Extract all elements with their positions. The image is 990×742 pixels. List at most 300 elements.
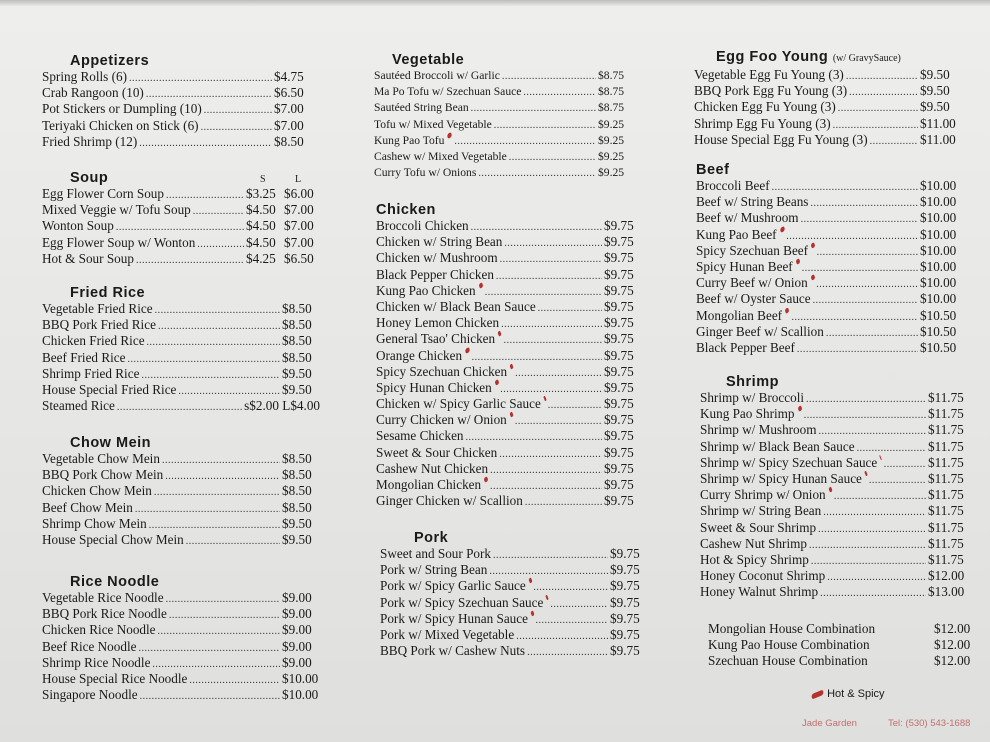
leader-dots <box>197 235 244 251</box>
menu-item-row <box>42 85 312 101</box>
rice-noodle-section <box>42 574 324 703</box>
leader-dots <box>834 487 926 503</box>
leader-dots <box>523 84 596 100</box>
soup-section <box>42 170 322 267</box>
menu-item-price: $10.00 <box>920 178 957 193</box>
leader-dots <box>509 149 596 165</box>
menu-item-price: $10.50 <box>920 307 957 323</box>
chili-pepper-icon <box>784 307 790 313</box>
menu-item-row <box>42 516 320 532</box>
menu-item-price: $9.50 <box>282 515 312 531</box>
menu-item-name: Honey Lemon Chicken <box>376 315 500 331</box>
hot-spicy-legend <box>808 688 885 700</box>
menu-item-name: Orange Chicken <box>376 347 463 363</box>
leader-dots <box>147 333 280 349</box>
menu-item-row <box>376 445 638 461</box>
menu-item-name: House Special Egg Fu Young (3) <box>694 131 868 147</box>
menu-item-row <box>700 520 972 536</box>
menu-item-price: $9.00 <box>282 622 312 638</box>
leader-dots <box>169 606 280 622</box>
menu-item-name: Cashew w/ Mixed Vegetable <box>374 149 507 163</box>
menu-item-row <box>42 622 324 638</box>
menu-item-price: $11.75 <box>928 519 964 535</box>
menu-item-name: Chicken Rice Noodle <box>42 622 156 638</box>
leader-dots <box>489 562 608 578</box>
menu-item-price: s$2.00 L$4.00 <box>244 398 320 414</box>
menu-item-price: $9.50 <box>282 381 312 397</box>
legend-label: Hot & Spicy <box>827 688 885 700</box>
menu-item-name: Beef Fried Rice <box>42 349 126 365</box>
chili-pepper-icon <box>797 406 803 412</box>
menu-item-row <box>700 406 972 422</box>
leader-dots <box>504 331 602 347</box>
menu-item-row <box>380 627 644 643</box>
menu-item-price: $10.00 <box>282 670 319 686</box>
menu-item-price: $8.75 <box>598 101 625 115</box>
menu-item-name: Vegetable Chow Mein <box>42 451 160 466</box>
leader-dots <box>500 250 602 266</box>
leader-dots <box>152 655 280 671</box>
leader-dots <box>189 671 280 687</box>
menu-item-name: Kung Pao Shrimp <box>700 406 795 422</box>
leader-dots <box>499 445 602 461</box>
menu-item-price: $9.50 <box>920 99 950 115</box>
menu-item-row <box>700 390 972 406</box>
menu-item-name: Crab Rangoon (10) <box>42 85 144 101</box>
menu-item-row <box>376 364 638 380</box>
menu-item-row <box>376 250 638 266</box>
leader-dots <box>201 118 272 134</box>
menu-item-row <box>708 621 974 637</box>
leader-dots <box>493 546 608 562</box>
menu-item-name: Egg Flower Soup w/ Wonton <box>42 234 196 250</box>
menu-item-row <box>42 333 320 349</box>
menu-item-price-large: $7.00 <box>284 202 314 218</box>
menu-item-price: $7.00 <box>274 117 304 133</box>
menu-item-price: $11.75 <box>928 470 964 486</box>
menu-item-price: $8.50 <box>282 451 312 466</box>
menu-item-row <box>696 340 966 356</box>
chili-pepper-icon <box>464 347 470 353</box>
menu-item-name: Shrimp w/ Black Bean Sauce <box>700 438 855 454</box>
menu-item-name: Pork w/ Mixed Vegetable <box>380 626 515 642</box>
menu-item-price: $9.75 <box>610 546 640 561</box>
leader-dots <box>550 595 608 611</box>
menu-item-name: Beef w/ Oyster Sauce <box>696 291 811 307</box>
menu-item-row <box>42 382 320 398</box>
menu-item-row <box>42 366 320 382</box>
leader-dots <box>502 68 596 84</box>
menu-item-row <box>696 308 966 324</box>
menu-item-row <box>42 398 320 414</box>
menu-item-row <box>380 546 644 562</box>
menu-item-name: Chicken w/ Spicy Garlic Sauce <box>376 396 541 412</box>
menu-item-name: Mongolian Beef <box>696 307 783 323</box>
menu-item-row <box>376 331 638 347</box>
menu-item-price: $12.00 <box>934 653 971 669</box>
leader-dots <box>116 218 244 234</box>
menu-item-name: Shrimp Rice Noodle <box>42 654 151 670</box>
menu-item-price: $9.75 <box>604 493 634 509</box>
menu-item-price: $8.50 <box>282 499 312 515</box>
menu-item-name: Mongolian Chicken <box>376 477 482 492</box>
menu-item-row <box>42 606 324 622</box>
menu-item-price: $7.00 <box>274 101 304 117</box>
menu-item-name: Shrimp w/ Spicy Szechuan Sauce <box>700 454 878 470</box>
menu-item-row <box>42 251 322 267</box>
leader-dots <box>797 340 918 356</box>
leader-dots <box>838 99 918 115</box>
menu-item-price: $10.00 <box>920 258 957 274</box>
menu-item-name: Sweet and Sour Pork <box>380 546 491 561</box>
menu-item-price-small: $4.25 <box>246 250 276 266</box>
menu-item-price: $9.75 <box>610 643 640 659</box>
menu-item-name: Spicy Szechuan Beef <box>696 242 809 258</box>
menu-item-name: Egg Flower Corn Soup <box>42 186 164 201</box>
leader-dots <box>801 210 918 226</box>
menu-item-name: Pork w/ Spicy Garlic Sauce <box>380 578 526 594</box>
menu-item-name: Pork w/ String Bean <box>380 562 488 578</box>
menu-item-price: $9.00 <box>282 606 312 622</box>
menu-item-name: Curry Tofu w/ Onions <box>374 166 477 180</box>
leader-dots <box>816 275 918 291</box>
menu-item-name: Broccoli Beef <box>696 178 770 193</box>
menu-item-price: $9.75 <box>604 379 634 395</box>
menu-item-price: $9.75 <box>604 331 634 347</box>
menu-item-price: $9.00 <box>282 638 312 654</box>
vegetable-section <box>374 52 632 181</box>
chili-pepper-icon <box>447 132 453 138</box>
menu-item-name: Szechuan House Combination <box>708 653 868 669</box>
leader-dots <box>810 194 918 210</box>
leader-dots <box>140 687 280 703</box>
menu-item-row <box>374 84 632 100</box>
menu-item-row <box>694 116 962 132</box>
leader-dots <box>496 267 602 283</box>
section-title: Rice Noodle <box>70 574 160 590</box>
menu-item-name: Mongolian House Combination <box>708 621 876 636</box>
menu-item-price: $9.00 <box>282 590 312 605</box>
leader-dots <box>141 366 280 382</box>
menu-item-name: Ginger Chicken w/ Scallion <box>376 493 523 509</box>
menu-item-name: Beef w/ Mushroom <box>696 210 799 226</box>
menu-item-price: $9.75 <box>604 282 634 298</box>
menu-item-row <box>374 100 632 116</box>
leader-dots <box>857 439 926 455</box>
leader-dots <box>515 412 602 428</box>
menu-item-name: Chicken Chow Mein <box>42 483 152 499</box>
menu-item-name: Beef Rice Noodle <box>42 638 137 654</box>
leader-dots <box>826 324 918 340</box>
phone-number: Tel: (530) 543-1688 <box>888 718 971 729</box>
section-title-text: Egg Foo Young <box>716 49 829 65</box>
menu-item-row <box>42 639 324 655</box>
menu-item-name: Teriyaki Chicken on Stick (6) <box>42 117 199 133</box>
leader-dots <box>129 69 272 85</box>
chili-pepper-icon <box>864 471 868 476</box>
menu-item-price: $8.50 <box>282 317 312 333</box>
menu-item-name: Kung Pao Beef <box>696 226 777 242</box>
shrimp-section <box>700 374 972 600</box>
chili-pepper-icon <box>530 610 534 616</box>
menu-item-row <box>696 291 966 307</box>
menu-item-name: House Special Rice Noodle <box>42 670 188 686</box>
menu-item-row <box>696 194 966 210</box>
menu-item-name: BBQ Pork Fried Rice <box>42 317 156 333</box>
leader-dots <box>527 643 608 659</box>
pork-section <box>380 530 644 659</box>
menu-item-price: $9.50 <box>282 531 312 547</box>
menu-item-row <box>380 578 644 594</box>
menu-item-row <box>700 487 972 503</box>
menu-item-price: $9.75 <box>610 562 640 578</box>
leader-dots <box>166 590 280 606</box>
menu-item-price: $9.50 <box>920 67 950 82</box>
menu-item-row <box>376 267 638 283</box>
menu-item-price: $9.25 <box>598 149 625 163</box>
leader-dots <box>128 350 281 366</box>
leader-dots <box>833 116 918 132</box>
chili-pepper-icon <box>779 226 785 232</box>
section-title: Soup <box>70 170 109 186</box>
leader-dots <box>138 639 280 655</box>
menu-item-row <box>700 455 972 471</box>
menu-item-price: $9.50 <box>920 83 950 99</box>
leader-dots <box>884 455 926 471</box>
leader-dots <box>804 406 926 422</box>
menu-item-name: Ma Po Tofu w/ Szechuan Sauce <box>374 85 522 99</box>
menu-item-row <box>380 595 644 611</box>
leader-dots <box>166 186 244 202</box>
leader-dots <box>501 315 602 331</box>
menu-item-row <box>42 218 322 234</box>
chicken-section <box>376 202 638 509</box>
menu-item-row <box>374 68 632 84</box>
menu-item-price: $10.50 <box>920 323 957 339</box>
menu-item-price: $13.00 <box>928 584 965 600</box>
chili-pepper-icon <box>795 258 801 264</box>
menu-item-name: Curry Beef w/ Onion <box>696 275 808 291</box>
menu-item-row <box>42 134 312 150</box>
menu-item-row <box>42 317 320 333</box>
menu-item-row <box>374 165 632 181</box>
menu-item-price: $8.50 <box>282 467 312 483</box>
menu-item-price: $12.00 <box>934 621 971 636</box>
menu-item-price: $9.75 <box>604 266 634 282</box>
leader-dots <box>500 380 602 396</box>
leader-dots <box>772 178 918 194</box>
menu-item-row <box>696 259 966 275</box>
leader-dots <box>846 67 918 83</box>
menu-item-name: Vegetable Egg Fu Young (3) <box>694 67 844 82</box>
menu-item-price: $10.00 <box>282 687 319 703</box>
chili-pepper-icon <box>509 412 514 418</box>
menu-item-name: Chicken Fried Rice <box>42 333 145 349</box>
menu-item-name: Spicy Szechuan Chicken <box>376 363 508 379</box>
menu-item-row <box>42 69 312 85</box>
menu-item-row <box>380 562 644 578</box>
leader-dots <box>802 259 918 275</box>
menu-item-row <box>42 532 320 548</box>
menu-item-row <box>700 536 972 552</box>
chili-pepper-icon <box>810 275 815 281</box>
section-title: Fried Rice <box>70 285 146 301</box>
menu-item-price: $9.75 <box>604 347 634 363</box>
menu-item-price: $9.75 <box>604 396 634 412</box>
menu-item-row <box>374 133 632 149</box>
chili-pepper-icon <box>478 282 484 288</box>
menu-item-row <box>694 83 962 99</box>
menu-item-price: $9.75 <box>604 218 634 233</box>
size-small-label: S <box>260 174 266 185</box>
leader-dots <box>548 396 602 412</box>
menu-item-price: $9.75 <box>604 412 634 428</box>
section-title: Vegetable <box>392 52 465 68</box>
menu-item-name: Tofu w/ Mixed Vegetable <box>374 117 492 131</box>
menu-item-price: $11.75 <box>928 422 964 438</box>
chili-pepper-icon <box>494 379 499 385</box>
menu-item-name: Spicy Hunan Chicken <box>376 379 492 395</box>
menu-item-row <box>42 235 322 251</box>
leader-dots <box>454 133 596 149</box>
menu-item-price: $10.00 <box>920 226 957 242</box>
menu-item-row <box>376 396 638 412</box>
menu-item-name: Shrimp w/ Broccoli <box>700 390 805 405</box>
menu-item-row <box>694 132 962 148</box>
menu-item-row <box>42 500 320 516</box>
menu-item-name: Vegetable Rice Noodle <box>42 590 164 605</box>
menu-item-name: Ginger Beef w/ Scallion <box>696 323 824 339</box>
menu-item-price: $9.50 <box>282 365 312 381</box>
menu-item-row <box>376 412 638 428</box>
menu-item-row <box>376 234 638 250</box>
menu-item-price: $9.75 <box>610 626 640 642</box>
menu-item-price: $10.00 <box>920 291 957 307</box>
egg-foo-young-section <box>694 49 962 148</box>
menu-item-name: BBQ Pork Egg Fu Young (3) <box>694 83 848 99</box>
leader-dots <box>504 234 602 250</box>
chili-pepper-icon <box>509 363 514 369</box>
menu-item-price-small: $4.50 <box>246 218 276 234</box>
leader-dots <box>485 283 602 299</box>
menu-item-name: Chicken w/ Black Bean Sauce <box>376 298 536 314</box>
leader-dots <box>162 451 280 467</box>
leader-dots <box>165 467 280 483</box>
menu-item-price: $4.75 <box>274 69 304 84</box>
menu-item-price: $9.75 <box>604 444 634 460</box>
leader-dots <box>204 101 272 117</box>
menu-item-name: Mixed Veggie w/ Tofu Soup <box>42 202 191 218</box>
menu-item-price: $11.75 <box>928 390 964 405</box>
leader-dots <box>813 291 918 307</box>
leader-dots <box>471 100 596 116</box>
menu-item-name: Vegetable Fried Rice <box>42 301 153 316</box>
menu-item-row <box>376 380 638 396</box>
menu-item-name: Hot & Spicy Shrimp <box>700 551 809 567</box>
leader-dots <box>515 364 602 380</box>
menu-item-row <box>42 451 320 467</box>
menu-item-name: Shrimp w/ Mushroom <box>700 422 817 438</box>
house-combinations-section <box>708 621 974 670</box>
restaurant-name: Jade Garden <box>802 718 857 729</box>
chili-pepper-icon <box>879 455 882 460</box>
menu-item-price: $10.00 <box>920 194 957 210</box>
leader-dots <box>471 218 602 234</box>
menu-item-row <box>42 186 322 202</box>
menu-item-name: Black Pepper Beef <box>696 339 795 355</box>
menu-item-price: $9.75 <box>604 250 634 266</box>
menu-item-price: $9.00 <box>282 654 312 670</box>
menu-item-row <box>376 493 638 509</box>
leader-dots <box>536 611 608 627</box>
chili-pepper-icon <box>483 476 488 482</box>
leader-dots <box>827 568 926 584</box>
menu-item-name: House Special Fried Rice <box>42 381 177 397</box>
menu-item-price: $10.00 <box>920 275 957 291</box>
top-shadow <box>0 0 990 6</box>
menu-item-name: Chicken Egg Fu Young (3) <box>694 99 836 115</box>
menu-item-price: $8.50 <box>282 483 312 499</box>
leader-dots <box>490 461 602 477</box>
menu-item-row <box>376 218 638 234</box>
leader-dots <box>466 428 602 444</box>
menu-item-price: $11.75 <box>928 503 964 519</box>
chili-pepper-icon <box>528 578 532 584</box>
leader-dots <box>178 382 280 398</box>
menu-item-row <box>42 301 320 317</box>
menu-item-row <box>700 422 972 438</box>
menu-item-price: $9.75 <box>604 363 634 379</box>
menu-item-name: Shrimp w/ String Bean <box>700 503 822 519</box>
menu-item-name: Spring Rolls (6) <box>42 69 127 84</box>
appetizers-section <box>42 53 312 150</box>
menu-item-price: $11.75 <box>928 454 964 470</box>
menu-item-name: Beef Chow Mein <box>42 499 133 515</box>
section-title <box>716 49 962 67</box>
leader-dots <box>490 477 602 493</box>
menu-item-row <box>376 477 638 493</box>
leader-dots <box>533 578 608 594</box>
menu-item-price: $12.00 <box>928 568 965 584</box>
leader-dots <box>139 134 272 150</box>
menu-item-row <box>380 643 644 659</box>
menu-item-row <box>42 655 324 671</box>
menu-item-price: $11.75 <box>928 487 964 503</box>
menu-item-row <box>700 471 972 487</box>
menu-item-row <box>42 101 312 117</box>
menu-item-price: $11.75 <box>928 438 964 454</box>
leader-dots <box>135 500 280 516</box>
menu-item-row <box>700 584 972 600</box>
leader-dots <box>149 516 280 532</box>
menu-item-price: $6.50 <box>274 85 304 101</box>
leader-dots <box>817 243 918 259</box>
leader-dots <box>478 165 596 181</box>
leader-dots <box>186 532 280 548</box>
chili-pepper-icon <box>810 242 815 248</box>
leader-dots <box>811 552 926 568</box>
leader-dots <box>538 299 602 315</box>
menu-item-name: Sesame Chicken <box>376 428 464 444</box>
menu-item-price: $9.75 <box>604 428 634 444</box>
menu-item-row <box>694 67 962 83</box>
menu-item-name: Beef w/ String Beans <box>696 194 809 210</box>
menu-item-name: Chicken w/ Mushroom <box>376 250 498 266</box>
leader-dots <box>117 398 242 414</box>
leader-dots <box>525 493 602 509</box>
leader-dots <box>792 308 919 324</box>
menu-item-row <box>700 439 972 455</box>
